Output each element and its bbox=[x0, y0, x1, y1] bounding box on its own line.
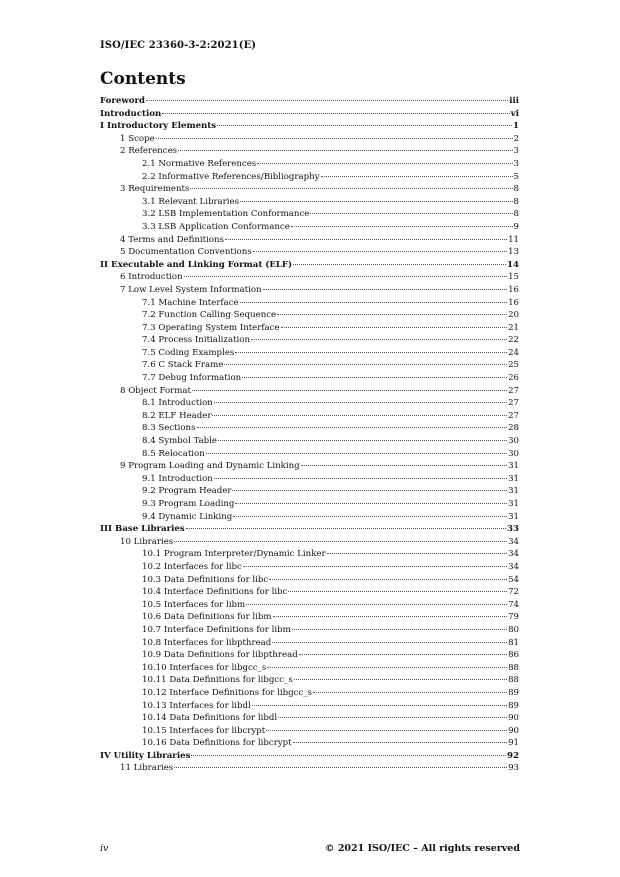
toc-entry-page-number: 93 bbox=[508, 763, 519, 774]
toc-entry-page-number: 54 bbox=[508, 574, 519, 585]
dot-leader bbox=[272, 642, 507, 643]
toc-entry-title: 7.2 Function Calling Sequence bbox=[142, 310, 277, 321]
toc-entry-title: 10.15 Interfaces for libcrypt bbox=[142, 725, 266, 736]
dot-leader bbox=[277, 314, 507, 315]
toc-entry-page-number: 72 bbox=[508, 587, 519, 598]
toc-entry[interactable] bbox=[100, 737, 519, 750]
toc-entry-title: 4 Terms and Definitions bbox=[120, 234, 224, 245]
toc-entry[interactable] bbox=[100, 334, 519, 347]
page-number: iv bbox=[100, 843, 109, 854]
toc-entry-page-number: 80 bbox=[508, 624, 519, 635]
toc-entry-page-number: 27 bbox=[508, 410, 519, 421]
toc-entry-page-number: 79 bbox=[508, 612, 519, 623]
toc-entry[interactable] bbox=[100, 183, 519, 196]
toc-entry[interactable] bbox=[100, 548, 519, 561]
dot-leader bbox=[240, 201, 513, 202]
toc-entry-page-number: 81 bbox=[508, 637, 519, 648]
toc-entry-page-number: 1 bbox=[513, 121, 519, 132]
toc-entry-page-number: 8 bbox=[513, 196, 519, 207]
toc-entry-page-number: 9 bbox=[513, 221, 519, 232]
toc-entry[interactable] bbox=[100, 649, 519, 662]
toc-entry-title: 7.3 Operating System Interface bbox=[142, 322, 280, 333]
toc-entry-page-number: 28 bbox=[508, 423, 519, 434]
toc-entry-title: 6 Introduction bbox=[120, 272, 183, 283]
dot-leader bbox=[191, 755, 506, 756]
toc-entry-page-number: 86 bbox=[508, 650, 519, 661]
toc-entry[interactable] bbox=[100, 485, 519, 498]
dot-leader bbox=[267, 667, 507, 668]
toc-entry[interactable] bbox=[100, 297, 519, 310]
toc-entry-title: 10 Libraries bbox=[120, 536, 174, 547]
toc-entry-title: 11 Libraries bbox=[120, 763, 174, 774]
dot-leader bbox=[313, 692, 507, 693]
toc-entry[interactable] bbox=[100, 372, 519, 385]
toc-entry[interactable] bbox=[100, 574, 519, 587]
toc-entry-title: 10.8 Interfaces for libpthread bbox=[142, 637, 272, 648]
toc-entry[interactable] bbox=[100, 309, 519, 322]
toc-entry-page-number: 34 bbox=[508, 536, 519, 547]
toc-entry-title: 8.5 Relocation bbox=[142, 448, 205, 459]
toc-entry-title: 10.7 Interface Definitions for libm bbox=[142, 624, 291, 635]
toc-entry[interactable] bbox=[100, 637, 519, 650]
toc-entry[interactable] bbox=[100, 196, 519, 209]
toc-entry-page-number: 15 bbox=[508, 272, 519, 283]
toc-entry-title: 10.10 Interfaces for libgcc_s bbox=[142, 662, 267, 673]
toc-entry[interactable] bbox=[100, 397, 519, 410]
toc-entry[interactable] bbox=[100, 95, 519, 108]
toc-entry[interactable] bbox=[100, 234, 519, 247]
toc-entry-title: 10.5 Interfaces for libm bbox=[142, 599, 246, 610]
dot-leader bbox=[225, 239, 507, 240]
dot-leader bbox=[293, 264, 506, 265]
toc-entry-title: 10.4 Interface Definitions for libc bbox=[142, 587, 288, 598]
toc-entry-title: 8.1 Introduction bbox=[142, 398, 213, 409]
toc-entry[interactable] bbox=[100, 536, 519, 549]
toc-entry[interactable] bbox=[100, 171, 519, 184]
toc-entry[interactable] bbox=[100, 460, 519, 473]
toc-entry[interactable] bbox=[100, 561, 519, 574]
toc-entry-page-number: 16 bbox=[508, 297, 519, 308]
dot-leader bbox=[293, 742, 507, 743]
dot-leader bbox=[246, 604, 507, 605]
toc-entry-page-number: 33 bbox=[507, 524, 519, 535]
toc-entry-title: 8 Object Format bbox=[120, 385, 191, 396]
toc-entry-title: 7.1 Machine Interface bbox=[142, 297, 239, 308]
dot-leader bbox=[288, 591, 507, 592]
toc-entry[interactable] bbox=[100, 523, 519, 536]
toc-entry-page-number: 26 bbox=[508, 373, 519, 384]
dot-leader bbox=[184, 276, 507, 277]
dot-leader bbox=[162, 113, 510, 114]
toc-entry[interactable] bbox=[100, 347, 519, 360]
dot-leader bbox=[156, 138, 513, 139]
toc-entry-title: 9.2 Program Header bbox=[142, 486, 232, 497]
toc-entry-page-number: 88 bbox=[508, 675, 519, 686]
toc-entry-title: 7.5 Coding Examples bbox=[142, 347, 235, 358]
toc-entry-page-number: 31 bbox=[508, 461, 519, 472]
toc-entry[interactable] bbox=[100, 158, 519, 171]
dot-leader bbox=[301, 465, 507, 466]
toc-entry-title: 3 Requirements bbox=[120, 184, 190, 195]
dot-leader bbox=[190, 188, 512, 189]
dot-leader bbox=[240, 302, 508, 303]
dot-leader bbox=[278, 717, 507, 718]
toc-entry-page-number: 2 bbox=[513, 133, 519, 144]
toc-entry-page-number: 34 bbox=[508, 549, 519, 560]
toc-entry[interactable] bbox=[100, 385, 519, 398]
dot-leader bbox=[197, 427, 508, 428]
dot-leader bbox=[214, 478, 507, 479]
toc-entry[interactable] bbox=[100, 120, 519, 133]
toc-entry[interactable] bbox=[100, 498, 519, 511]
toc-entry[interactable] bbox=[100, 687, 519, 700]
toc-entry[interactable] bbox=[100, 271, 519, 284]
toc-entry-title: 7.7 Debug Information bbox=[142, 373, 242, 384]
dot-leader bbox=[257, 163, 512, 164]
toc-entry-title: Foreword bbox=[100, 96, 146, 106]
toc-entry[interactable] bbox=[100, 322, 519, 335]
dot-leader bbox=[299, 654, 507, 655]
toc-entry-page-number: 91 bbox=[508, 738, 519, 749]
dot-leader bbox=[206, 453, 507, 454]
toc-entry-page-number: 89 bbox=[508, 687, 519, 698]
dot-leader bbox=[243, 566, 507, 567]
toc-entry-page-number: 14 bbox=[507, 259, 519, 270]
toc-entry[interactable] bbox=[100, 624, 519, 637]
dot-leader bbox=[214, 402, 507, 403]
dot-leader bbox=[266, 730, 507, 731]
dot-leader bbox=[233, 516, 507, 517]
toc-entry-page-number: 8 bbox=[513, 184, 519, 195]
toc-entry[interactable] bbox=[100, 422, 519, 435]
dot-leader bbox=[146, 100, 508, 101]
toc-entry[interactable] bbox=[100, 662, 519, 675]
toc-entry-page-number: 31 bbox=[508, 486, 519, 497]
dot-leader bbox=[281, 327, 507, 328]
dot-leader bbox=[235, 503, 507, 504]
toc-entry-title: 7.4 Process Initialization bbox=[142, 335, 250, 346]
dot-leader bbox=[218, 440, 507, 441]
dot-leader bbox=[291, 226, 513, 227]
toc-entry-title: 1 Scope bbox=[120, 133, 155, 144]
toc-entry-page-number: 74 bbox=[508, 599, 519, 610]
dot-leader bbox=[292, 629, 507, 630]
toc-entry-title: 8.4 Symbol Table bbox=[142, 436, 217, 447]
dot-leader bbox=[253, 251, 507, 252]
toc-entry[interactable] bbox=[100, 599, 519, 612]
toc-entry[interactable] bbox=[100, 284, 519, 297]
toc-entry[interactable] bbox=[100, 435, 519, 448]
toc-entry-page-number: 90 bbox=[508, 725, 519, 736]
toc-entry-title: 10.13 Interfaces for libdl bbox=[142, 700, 251, 711]
dot-leader bbox=[263, 289, 508, 290]
toc-entry-title: 2 References bbox=[120, 146, 178, 157]
toc-entry[interactable] bbox=[100, 586, 519, 599]
toc-entry[interactable] bbox=[100, 208, 519, 221]
toc-entry-title: 3.3 LSB Application Conformance bbox=[142, 221, 290, 232]
dot-leader bbox=[224, 364, 507, 365]
dot-leader bbox=[174, 541, 507, 542]
toc-entry-title: 5 Documentation Conventions bbox=[120, 247, 252, 258]
page-title: Contents bbox=[100, 69, 186, 89]
toc-entry-page-number: 92 bbox=[507, 750, 519, 761]
toc-entry-page-number: 3 bbox=[513, 158, 519, 169]
toc-entry-title: 10.12 Interface Definitions for libgcc_s bbox=[142, 687, 312, 698]
toc-entry-title: 8.3 Sections bbox=[142, 423, 196, 434]
toc-entry-title: 9.4 Dynamic Linking bbox=[142, 511, 233, 522]
toc-entry-page-number: 20 bbox=[508, 310, 519, 321]
toc-entry-page-number: 13 bbox=[508, 247, 519, 258]
toc-entry-title: 7.6 C Stack Frame bbox=[142, 360, 224, 371]
dot-leader bbox=[192, 390, 507, 391]
dot-leader bbox=[273, 616, 507, 617]
toc-entry-page-number: 11 bbox=[508, 234, 519, 245]
toc-entry[interactable] bbox=[100, 133, 519, 146]
toc-entry-title: 10.9 Data Definitions for libpthread bbox=[142, 650, 298, 661]
dot-leader bbox=[212, 415, 507, 416]
document-id-header: ISO/IEC 23360-3-2:2021(E) bbox=[100, 40, 257, 51]
dot-leader bbox=[178, 150, 512, 151]
toc-entry-page-number: 27 bbox=[508, 398, 519, 409]
toc-entry[interactable] bbox=[100, 221, 519, 234]
toc-entry-title: 10.11 Data Definitions for libgcc_s bbox=[142, 675, 293, 686]
dot-leader bbox=[217, 125, 512, 126]
toc-entry-title: III Base Libraries bbox=[100, 524, 185, 535]
toc-entry-title: 10.2 Interfaces for libc bbox=[142, 561, 242, 572]
toc-entry[interactable] bbox=[100, 511, 519, 524]
toc-entry-page-number: 30 bbox=[508, 448, 519, 459]
toc-entry-page-number: 31 bbox=[508, 473, 519, 484]
toc-entry-page-number: 31 bbox=[508, 499, 519, 509]
dot-leader bbox=[327, 553, 507, 554]
toc-entry-title: II Executable and Linking Format (ELF) bbox=[100, 259, 293, 270]
toc-entry-title: Introduction bbox=[100, 108, 162, 119]
toc-entry[interactable] bbox=[100, 246, 519, 259]
toc-entry-page-number: 22 bbox=[508, 335, 519, 346]
toc-entry[interactable] bbox=[100, 762, 519, 775]
toc-entry-page-number: 31 bbox=[508, 511, 519, 522]
toc-entry-page-number: 25 bbox=[508, 360, 519, 371]
toc-entry-page-number: 8 bbox=[513, 209, 519, 220]
toc-entry[interactable] bbox=[100, 725, 519, 738]
toc-entry[interactable] bbox=[100, 359, 519, 372]
dot-leader bbox=[252, 705, 507, 706]
toc-entry[interactable] bbox=[100, 674, 519, 687]
toc-entry-title: 9 Program Loading and Dynamic Linking bbox=[120, 461, 300, 472]
toc-entry-title: 10.1 Program Interpreter/Dynamic Linker bbox=[142, 549, 326, 560]
toc-entry-page-number: iii bbox=[509, 96, 519, 106]
toc-entry-title: IV Utility Libraries bbox=[100, 750, 191, 761]
toc-entry-title: I Introductory Elements bbox=[100, 121, 217, 132]
dot-leader bbox=[251, 339, 507, 340]
toc-entry-page-number: 16 bbox=[508, 284, 519, 295]
toc-entry-title: 9.3 Program Loading bbox=[142, 499, 235, 509]
toc-entry[interactable] bbox=[100, 145, 519, 158]
toc-entry-page-number: 5 bbox=[513, 171, 519, 182]
toc-entry-page-number: 24 bbox=[508, 347, 519, 358]
toc-entry-title: 3.2 LSB Implementation Conformance bbox=[142, 209, 310, 220]
toc-entry[interactable] bbox=[100, 448, 519, 461]
toc-entry-title: 10.16 Data Definitions for libcrypt bbox=[142, 738, 292, 749]
toc-entry-page-number: 89 bbox=[508, 700, 519, 711]
toc-entry-page-number: 90 bbox=[508, 713, 519, 724]
toc-entry-page-number: 21 bbox=[508, 322, 519, 333]
dot-leader bbox=[310, 213, 512, 214]
dot-leader bbox=[174, 767, 507, 768]
toc-entry-page-number: 34 bbox=[508, 561, 519, 572]
copyright-notice: © 2021 ISO/IEC – All rights reserved bbox=[325, 843, 520, 854]
toc-entry-title: 10.14 Data Definitions for libdl bbox=[142, 713, 278, 724]
toc-entry[interactable] bbox=[100, 700, 519, 713]
dot-leader bbox=[269, 579, 507, 580]
toc-entry-title: 9.1 Introduction bbox=[142, 473, 213, 484]
dot-leader bbox=[321, 176, 513, 177]
toc-entry-title: 7 Low Level System Information bbox=[120, 284, 262, 295]
toc-entry-page-number: 3 bbox=[513, 146, 519, 157]
toc-entry[interactable] bbox=[100, 712, 519, 725]
toc-entry[interactable] bbox=[100, 750, 519, 763]
toc-entry[interactable] bbox=[100, 410, 519, 423]
toc-entry-title: 2.2 Informative References/Bibliography bbox=[142, 171, 320, 182]
toc-entry[interactable] bbox=[100, 259, 519, 272]
dot-leader bbox=[242, 377, 507, 378]
table-of-contents bbox=[100, 95, 519, 775]
toc-entry-page-number: 30 bbox=[508, 436, 519, 447]
dot-leader bbox=[235, 352, 507, 353]
dot-leader bbox=[186, 528, 506, 529]
toc-entry-page-number: 88 bbox=[508, 662, 519, 673]
dot-leader bbox=[232, 490, 507, 491]
dot-leader bbox=[294, 679, 507, 680]
toc-entry-page-number: vi bbox=[510, 108, 519, 119]
toc-entry-page-number: 27 bbox=[508, 385, 519, 396]
toc-entry-title: 3.1 Relevant Libraries bbox=[142, 196, 240, 207]
toc-entry-title: 10.6 Data Definitions for libm bbox=[142, 612, 272, 623]
toc-entry-title: 8.2 ELF Header bbox=[142, 410, 212, 421]
toc-entry[interactable] bbox=[100, 108, 519, 121]
toc-entry-title: 2.1 Normative References bbox=[142, 158, 257, 169]
toc-entry[interactable] bbox=[100, 611, 519, 624]
toc-entry[interactable] bbox=[100, 473, 519, 486]
toc-entry-title: 10.3 Data Definitions for libc bbox=[142, 574, 269, 585]
